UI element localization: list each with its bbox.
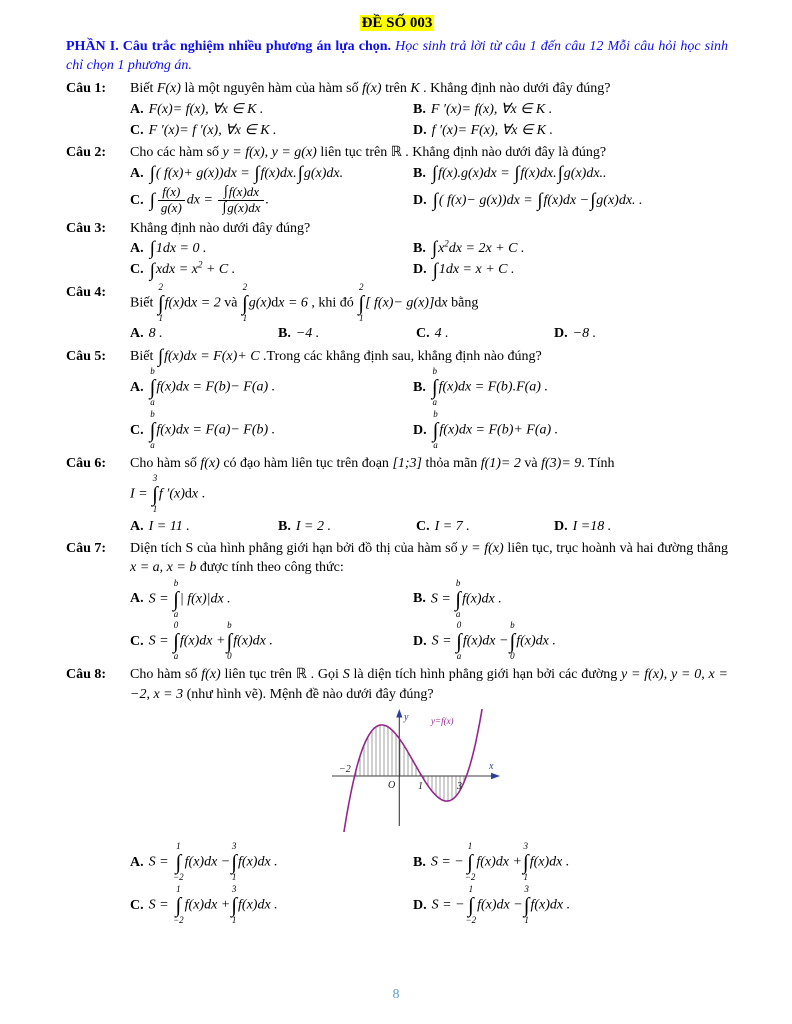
option-c (130, 120, 413, 141)
tick-1: 1 (418, 780, 423, 792)
part-header (66, 37, 728, 76)
option-formula: S = b ∫ a | f(x)|dx . (148, 577, 231, 619)
option-a (130, 516, 278, 537)
option-key: A. (130, 854, 144, 870)
option-key: B. (413, 591, 426, 607)
option-formula: f ′(x)= F(x), ∀x ∈ K . (431, 122, 553, 138)
option-c (130, 620, 413, 663)
question-label: Câu 6: (66, 455, 107, 471)
option-key: D. (413, 634, 427, 650)
question-stem: Biết 2 ∫ 1 f(x)dx = 2 và 2 ∫ 1 g(x)dx = 6 , khi đó 2 ∫ 1 [ f(x)− g(x)]dx bằng (130, 281, 479, 323)
option-d (413, 120, 728, 141)
option-formula: F ′(x)= f(x), ∀x ∈ K . (430, 101, 553, 117)
option-formula: S = − 1 ∫ −2 f(x)dx + 3 ∫ 1 f(x)dx . (430, 841, 570, 883)
option-formula: b ∫ a f(x)dx = F(a)− F(b) . (149, 408, 276, 450)
option-c (416, 516, 554, 537)
option-key: D. (413, 422, 427, 438)
option-b (278, 516, 416, 537)
option-key: C. (130, 262, 144, 278)
options-grid (130, 516, 728, 537)
option-d (413, 620, 728, 663)
question-5 (66, 347, 728, 452)
option-formula: ∫( f(x)− g(x))dx = ∫f(x)dx −∫g(x)dx. . (432, 189, 643, 211)
option-c (130, 184, 413, 217)
question-3 (66, 219, 728, 281)
page-number: 8 (392, 986, 400, 1002)
x-axis-arrow-icon (491, 773, 500, 779)
question-label: Câu 7: (66, 541, 107, 557)
question-stem: Biết ∫f(x)dx = F(x)+ C .Trong các khẳng định sau, khẳng định nào đúng? (130, 346, 542, 368)
option-key: C. (130, 422, 144, 438)
option-b (413, 238, 728, 259)
option-formula: ∫1dx = 0 . (149, 238, 207, 260)
question-label: Câu 3: (66, 220, 107, 236)
option-formula: F ′(x)= f ′(x), ∀x ∈ K . (148, 122, 277, 138)
option-a (130, 323, 278, 344)
options-grid (130, 163, 728, 217)
option-key: D. (413, 262, 427, 278)
option-a (130, 578, 413, 621)
option-key: A. (130, 101, 144, 117)
question-label: Câu 1: (66, 81, 107, 97)
option-b (413, 841, 728, 884)
option-formula: S = 1 ∫ −2 f(x)dx − 3 ∫ 1 f(x)dx . (148, 841, 278, 883)
curve-label: y=f(x) (431, 715, 454, 726)
option-formula: I = 2 . (295, 518, 331, 534)
option-key: B. (413, 379, 426, 395)
option-formula: S = 0 ∫ a f(x)dx + b ∫ 0 f(x)dx . (148, 620, 273, 662)
option-formula: S = 1 ∫ −2 f(x)dx + 3 ∫ 1 f(x)dx . (148, 883, 278, 925)
option-d (413, 259, 728, 280)
option-key: B. (278, 518, 291, 534)
options-grid (130, 366, 728, 452)
option-key: A. (130, 379, 144, 395)
question-8 (66, 665, 728, 927)
option-c (130, 884, 413, 927)
option-key: C. (416, 326, 430, 342)
option-formula: F(x)= f(x), ∀x ∈ K . (148, 101, 264, 117)
doc-title-text: ĐỀ SỐ 003 (361, 15, 433, 31)
option-b (278, 323, 416, 344)
shaded-region-left (355, 725, 422, 776)
options-grid (130, 238, 728, 281)
option-key: A. (130, 518, 144, 534)
option-formula: ∫1dx = x + C . (432, 259, 515, 281)
option-key: B. (413, 854, 426, 870)
y-axis-arrow-icon (396, 709, 402, 718)
option-formula: S = 0 ∫ a f(x)dx − b ∫ 0 f(x)dx . (431, 620, 556, 662)
option-key: D. (554, 518, 568, 534)
option-d (554, 323, 728, 344)
options-grid (130, 99, 728, 142)
question-stem: Cho hàm số f(x) liên tục trên ℝ . Gọi S là diện tích hình phẳng giới hạn bởi các đường y = f(x), y = 0, x = −2, x = 3 (như hình vẽ). Mệnh đề nào dưới đây đúng? (130, 667, 728, 702)
option-formula: $\int xdx = x^2 + C$ . (149, 259, 236, 281)
option-b (413, 366, 728, 409)
options-grid (130, 841, 728, 927)
option-key: A. (130, 241, 144, 257)
option-formula: 8 . (148, 326, 163, 342)
question-stem: Khẳng định nào dưới đây đúng? (130, 220, 311, 236)
x-axis-label: x (489, 760, 494, 772)
figure-graph (330, 708, 502, 832)
option-formula: −8 . (572, 326, 597, 342)
question-4 (66, 283, 728, 345)
options-grid (130, 578, 728, 664)
question-6 (66, 454, 728, 537)
option-key: D. (413, 897, 427, 913)
option-a (130, 238, 413, 259)
option-key: A. (130, 165, 144, 181)
option-key: C. (130, 192, 144, 208)
origin-label: O (388, 779, 396, 791)
option-b (413, 578, 728, 621)
option-b (413, 163, 728, 184)
option-c (416, 323, 554, 344)
option-key: A. (130, 591, 144, 607)
option-formula: I = 11 . (148, 518, 190, 534)
option-a (130, 841, 413, 884)
option-key: B. (413, 165, 426, 181)
option-formula: b ∫ a f(x)dx = F(b)− F(a) . (149, 366, 276, 407)
option-formula: b ∫ a f(x)dx = F(b)+ F(a) . (432, 408, 559, 450)
option-formula: ∫ $\frac{f(x)}{g(x)}$ dx = ∫ f(x)dx ∫ g(x)dx . (149, 183, 269, 216)
option-key: C. (130, 897, 144, 913)
option-key: D. (413, 192, 427, 208)
question-stem: Diện tích S của hình phẳng giới hạn bởi đồ thị của hàm số y = f(x) liên tục, trục hoành và hai đường thẳng x = a, x = b được tính theo công thức: (130, 541, 728, 576)
part-instructions: Học sinh trả lời từ câu 1 đến câu 12 Mỗi câu hỏi học sinh chỉ chọn 1 phương án. (66, 38, 729, 73)
option-key: A. (130, 326, 144, 342)
option-c (130, 259, 413, 280)
option-a (130, 163, 413, 184)
tick-3: 3 (457, 780, 462, 792)
option-key: D. (413, 122, 427, 138)
option-d (554, 516, 728, 537)
question-label: Câu 4: (66, 284, 107, 300)
question-stem: Biết F(x) là một nguyên hàm của hàm số f(x) trên K . Khẳng định nào dưới đây đúng? (130, 81, 611, 97)
option-formula: ∫( f(x)+ g(x))dx = ∫f(x)dx.∫g(x)dx. (149, 162, 344, 184)
question-stem: Cho các hàm số y = f(x), y = g(x) liên tục trên ℝ . Khẳng định nào dưới đây là đúng? (130, 145, 607, 161)
doc-title (66, 13, 728, 34)
options-grid (130, 323, 728, 344)
option-formula: S = − 1 ∫ −2 f(x)dx − 3 ∫ 1 f(x)dx . (431, 883, 571, 925)
option-d (413, 409, 728, 452)
option-key: C. (130, 634, 144, 650)
option-key: B. (413, 101, 426, 117)
question-label: Câu 8: (66, 667, 107, 683)
question-1 (66, 79, 728, 141)
question-label: Câu 5: (66, 348, 107, 364)
option-key: D. (554, 326, 568, 342)
option-formula: S = b ∫ a f(x)dx . (430, 577, 502, 619)
option-b (413, 99, 728, 120)
option-key: C. (416, 518, 430, 534)
option-formula: b ∫ a f(x)dx = F(b).F(a) . (431, 366, 548, 407)
question-stem: Cho hàm số f(x) có đạo hàm liên tục trên đoạn [1;3] thỏa mãn f(1)= 2 và f(3)= 9. Tính (130, 455, 615, 471)
option-formula: I =18 . (572, 518, 612, 534)
question-7 (66, 539, 728, 663)
part-label: PHẦN I. Câu trắc nghiệm nhiều phương án lựa chọn. (66, 38, 392, 54)
option-key: C. (130, 122, 144, 138)
question-2 (66, 143, 728, 217)
y-axis-label: y (404, 711, 409, 723)
option-formula: ∫f(x).g(x)dx = ∫f(x)dx.∫g(x)dx.. (431, 162, 607, 184)
option-formula: 4 . (434, 326, 449, 342)
option-formula: I = 7 . (434, 518, 470, 534)
question-stem-line2: I = 3 ∫ 1 f ′(x)dx . (130, 472, 206, 514)
option-key: B. (413, 241, 426, 257)
question-label: Câu 2: (66, 145, 107, 161)
option-a (130, 99, 413, 120)
option-c (130, 409, 413, 452)
tick-minus-2: −2 (339, 763, 351, 775)
option-d (413, 884, 728, 927)
option-d (413, 184, 728, 217)
option-formula: $\int x^2dx = 2x + C$ . (431, 238, 525, 260)
option-key: B. (278, 326, 291, 342)
figure (330, 708, 502, 838)
option-formula: −4 . (295, 326, 320, 342)
option-a (130, 366, 413, 409)
